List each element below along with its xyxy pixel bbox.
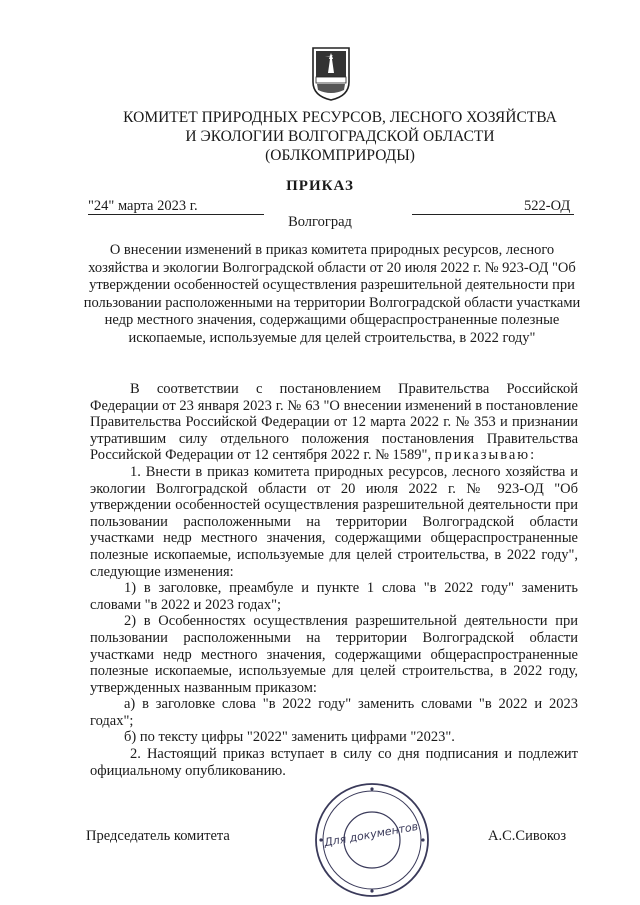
- item-1: 1. Внести в приказ комитета природных ресурсов, лесного хозяйства и экологии Волгоградской области от 20 июля 2022 г. № 923-ОД "Об утверждении особенностей осуществления разрешительной деятельности при пользовании расположенными на территории Волгоградской области участками недр местного значения, содержащими общераспространенные полезные ископаемые, используемые для целей строительства, в 2022 году", следующие изменения:: [90, 463, 578, 580]
- document-title: ПРИКАЗ: [286, 178, 354, 194]
- orders-word: приказываю:: [434, 447, 537, 464]
- document-city: Волгоград: [288, 214, 352, 230]
- document-subject: О внесении изменений в приказ комитета природных ресурсов, лесного хозяйства и экологии Волгоградской области от 20 июля 2022 г. № 923-ОД "Об утверждении особенностей осуществления разрешительной деятельности при пользовании расположенными на территории Волгоградской области участками недр местного значения, содержащими общераспространенные полезные ископаемые, используемые для целей строительства, в 2022 году": [83, 242, 581, 346]
- item-2: 2. Настоящий приказ вступает в силу со дня подписания и подлежит официальному опубликованию.: [90, 746, 578, 779]
- seal-text: Для документов: [323, 819, 420, 850]
- item-1-2-a: а) в заголовке слова "в 2022 году" заменить словами "в 2022 и 2023 годах";: [90, 696, 578, 729]
- signatory-name: А.С.Сивокоз: [488, 828, 567, 844]
- document-number: 522-ОД: [524, 198, 571, 214]
- volgograd-coat-of-arms-icon: [311, 46, 351, 102]
- document-body: [90, 381, 578, 779]
- preamble-paragraph: [90, 381, 578, 464]
- item-1-1: 1) в заголовке, преамбуле и пункте 1 слова "в 2022 году" заменить словами "в 2022 и 2023 годах";: [90, 580, 578, 613]
- document-date: "24" марта 2023 г.: [88, 198, 198, 214]
- org-name-line-2: И ЭКОЛОГИИ ВОЛГОГРАДСКОЙ ОБЛАСТИ: [185, 128, 495, 145]
- org-short-name: (ОБЛКОМПРИРОДЫ): [265, 147, 415, 164]
- item-1-2: 2) в Особенностях осуществления разрешительной деятельности при пользовании расположенными на территории Волгоградской области участками недр местного значения, содержащими общераспространенные полезные ископаемые, используемые для целей строительства, в 2022 году, утвержденных названным приказом:: [90, 613, 578, 696]
- official-stamp-icon: [312, 780, 432, 900]
- organization-header: [60, 108, 620, 165]
- item-1-2-b: б) по тексту цифры "2022" заменить цифрами "2023".: [124, 729, 455, 746]
- signatory-role: Председатель комитета: [86, 828, 230, 844]
- org-name-line-1: КОМИТЕТ ПРИРОДНЫХ РЕСУРСОВ, ЛЕСНОГО ХОЗЯЙСТВА: [123, 109, 557, 126]
- preamble-text: В соответствии с постановлением Правительства Российской Федерации от 23 января 2023 г. № 63 "О внесении изменений в постановление Правительства Российской Федерации от 12 марта 2022 г. № 353 и признании утратившим силу отдельного положения постановления Правительства Российской Федерации от 12 сентября 2022 г. № 1589",: [90, 381, 578, 464]
